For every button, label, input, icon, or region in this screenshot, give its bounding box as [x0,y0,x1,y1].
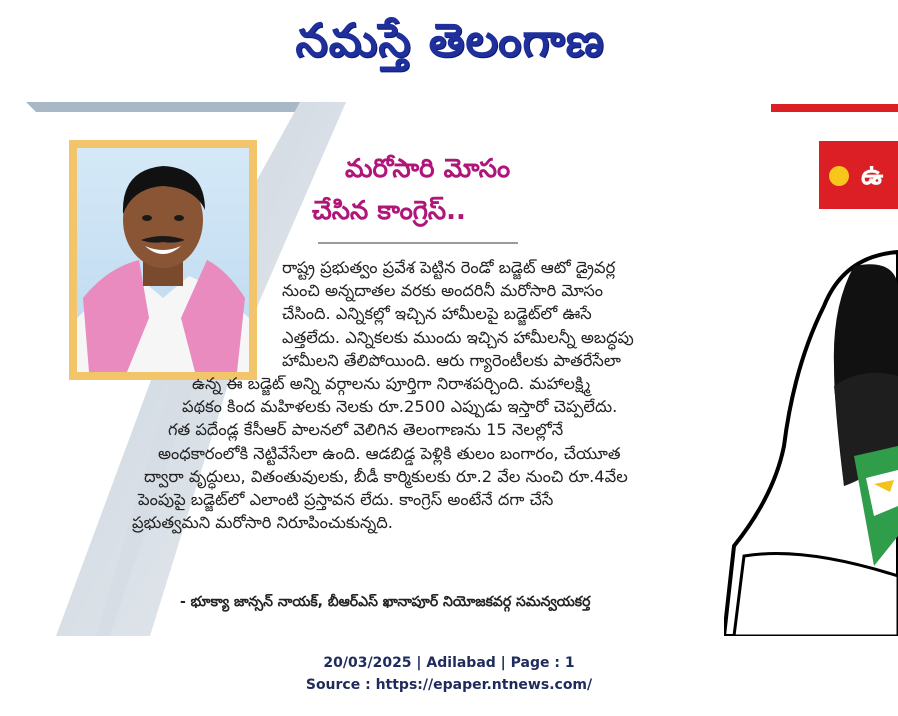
article-line: ద్వారా వృద్ధులు, వితంతువులకు, బీడీ కార్మికులకు రూ.2 వేల నుంచి రూ.4వేల [144,466,628,486]
article-line: ప్రభుత్వమని మరోసారి నిరూపించుకున్నది. [132,513,393,533]
article-line: ఎత్తలేదు. ఎన్నికలకు ముందు ఇచ్చిన హామీలన్నీ అబద్ధపు [282,327,634,347]
red-divider-bar [771,104,898,112]
newspaper-title: నమస్తే తెలంగాణ [295,13,605,67]
article-line: రాష్ట్ర ప్రభుత్వం ప్రవేశ పెట్టిన రెండో బడ్జెట్ ఆటో డ్రైవర్ల [282,258,616,277]
headline-line-2: చేసిన కాంగ్రెస్.. [312,196,466,226]
bullet-dot-icon [829,166,849,186]
article-line: ఉన్న ఈ బడ్జెట్ అన్ని వర్గాలను పూర్తిగా నిరాశపర్చింది. మహాలక్ష్మి [192,374,591,394]
side-heading-text: ఉ [861,158,884,191]
footer-meta: 20/03/2025 | Adilabad | Page : 1 [323,655,575,671]
article-line: పెంపుపై బడ్జెట్‌లో ఎలాంటి ప్రస్తావన లేదు. కాంగ్రెస్ అంటేనే దగా చేసే [138,490,554,510]
article-line: గత పదేండ్ల కేసీఆర్ పాలనలో వెలిగిన తెలంగాణను 15 నెలల్లోనే [168,420,564,440]
cartoon-figure-icon [724,246,898,636]
article-signature: - భూక్యా జాన్సన్ నాయక్, బీఆర్ఎస్ ఖానాపూర్ నియోజకవర్గ సమన్వయకర్త [180,594,591,610]
article-body [130,256,700,534]
article-headline [312,148,665,232]
article-line: చేసింది. ఎన్నికల్లో ఇచ్చిన హామీలపై బడ్జెట్‌లో ఊసే [282,304,592,324]
news-clipping [0,96,898,636]
masthead [0,0,898,80]
article-line: అంధకారంలోకి నెట్టివేసేలా ఉంది. ఆడబిడ్డ పెళ్లికి తులం బంగారం, చేయూత [158,443,621,463]
article-line: పథకం కింద మహిళలకు నెలకు రూ.2500 ఎప్పుడు ఇస్తారో చెప్పలేదు. [182,397,618,417]
headline-divider [318,242,518,244]
article-line: నుంచి అన్నదాతల వరకు అందరినీ మరోసారి మోసం [282,281,604,301]
side-heading-box [819,141,898,209]
article-line: హామీలని తేలిపోయింది. ఆరు గ్యారెంటీలకు పాతరేసేలా [282,350,621,370]
headline-line-1: మరోసారి మోసం [345,154,511,184]
footer [0,652,898,696]
footer-source-link[interactable]: Source : https://epaper.ntnews.com/ [305,677,593,693]
